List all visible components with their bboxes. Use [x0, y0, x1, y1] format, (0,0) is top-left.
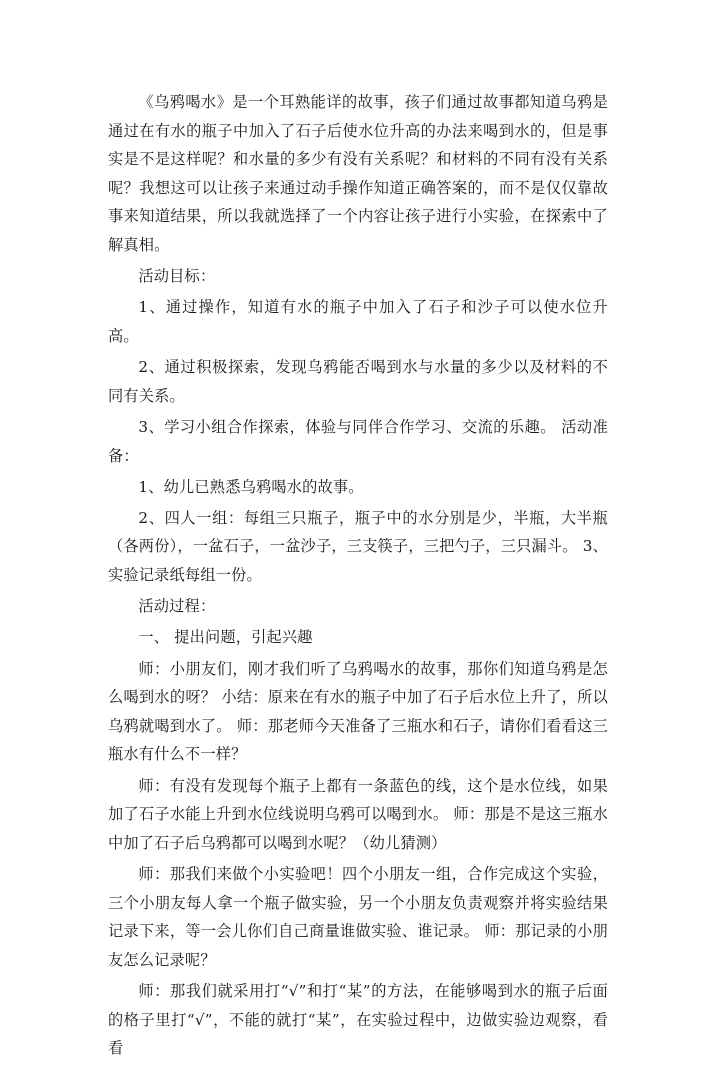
prep-item-2: 2、四人一组：每组三只瓶子，瓶子中的水分别是少，半瓶，大半瓶（各两份），一盆石子，一盆沙子，三支筷子，三把勺子，三只漏斗。 3、实验记录纸每组一份。 [108, 508, 608, 585]
dialogue-paragraph-3: 师：那我们来做个小实验吧！四个小朋友一组，合作完成这个实验，三个小朋友每人拿一个瓶子做实验，另一个小朋友负责观察并将实验结果记录下来，等一会儿你们自己商量谁做实验、谁记录。 师：那记录的小朋友怎么记录呢？ [108, 864, 608, 969]
dialogue-paragraph-1: 师：小朋友们，刚才我们听了乌鸦喝水的故事，那你们知道乌鸦是怎么喝到水的呀？ 小结：原来在有水的瓶子中加了石子后水位上升了，所以乌鸦就喝到水了。 师：那老师今天准备了三瓶水和石子，请你们看看这三瓶水有什么不一样？ [108, 659, 608, 764]
document-page [108, 88, 608, 1065]
process-step-1: 一、 提出问题，引起兴趣 [138, 628, 313, 647]
intro-paragraph: 《乌鸦喝水》是一个耳熟能详的故事，孩子们通过故事都知道乌鸦是通过在有水的瓶子中加入了石子后使水位升高的办法来喝到水的，但是事实是不是这样呢？和水量的多少有没有关系呢？和材料的不同有没有关系呢？我想这可以让孩子来通过动手操作知道正确答案的，而不是仅仅靠故事来知道结果，所以我就选择了一个内容让孩子进行小实验，在探索中了解真相。 [108, 93, 608, 254]
goal-item-2: 2、通过积极探索，发现乌鸦能否喝到水与水量的多少以及材料的不同有关系。 [108, 358, 608, 405]
goal-item-1: 1、通过操作，知道有水的瓶子中加入了石子和沙子可以使水位升高。 [108, 298, 608, 345]
dialogue-paragraph-2: 师：有没有发现每个瓶子上都有一条蓝色的线，这个是水位线，如果加了石子水能上升到水位线说明乌鸦可以喝到水。 师：那是不是这三瓶水中加了石子后乌鸦都可以喝到水呢？（幼儿猜测） [108, 776, 608, 852]
prep-item-1: 1、幼儿已熟悉乌鸦喝水的故事。 [138, 477, 364, 496]
dialogue-paragraph-4: 师：那我们就采用打“√”和打“某”的方法，在能够喝到水的瓶子后面的格子里打“√”，不能的就打“某”，在实验过程中，边做实验边观察，看看 [108, 981, 608, 1058]
goals-heading: 活动目标： [138, 267, 216, 286]
goal-item-3: 3、学习小组合作探索，体验与同伴合作学习、交流的乐趣。 活动准备： [108, 417, 608, 465]
process-heading: 活动过程： [138, 597, 216, 616]
